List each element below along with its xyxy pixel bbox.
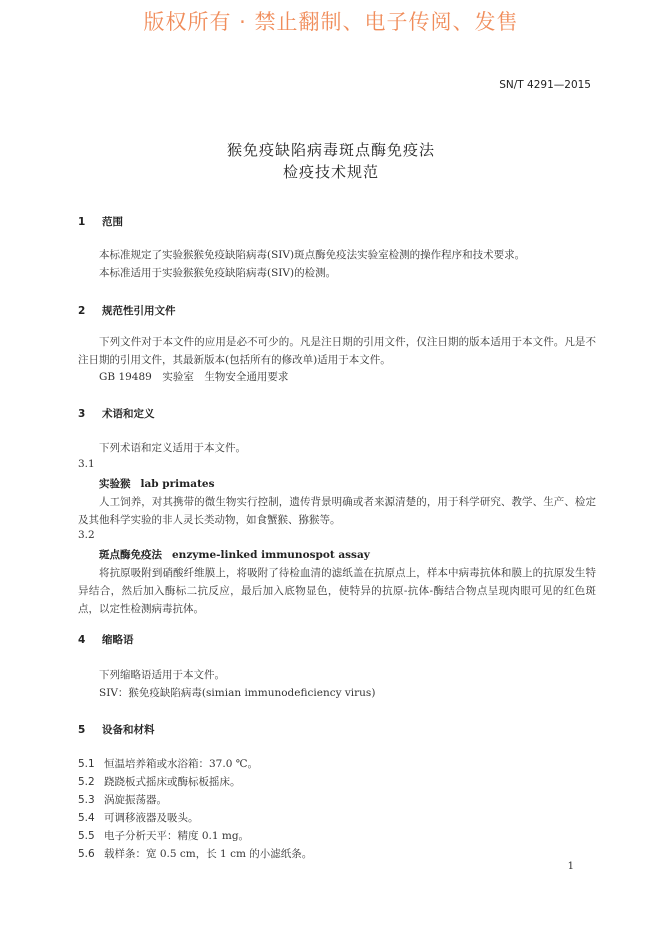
section-title: 范围 xyxy=(102,216,123,228)
standard-number: SN/T 4291—2015 xyxy=(499,79,591,91)
item-text: 电子分析天平：精度 0.1 mg。 xyxy=(104,830,250,842)
copyright-watermark: 版权所有 · 禁止翻制、电子传阅、发售 xyxy=(143,10,519,34)
term-definition: 人工饲养，对其携带的微生物实行控制，遗传背景明确或者来源清楚的，用于科学研究、教学、生产、检定及其他科学实验的非人灵长类动物，如食蟹猴、猕猴等。 xyxy=(78,496,596,526)
section-1-heading xyxy=(78,214,123,229)
section-2-heading xyxy=(78,303,176,318)
term-entry xyxy=(99,547,370,562)
equipment-item xyxy=(78,774,241,789)
item-text: 跷跷板式摇床或酶标板摇床。 xyxy=(104,776,241,788)
page-number: 1 xyxy=(567,861,574,872)
equipment-item xyxy=(78,792,167,807)
item-number: 5.6 xyxy=(78,848,95,860)
paragraph: 本标准适用于实验猴猴免疫缺陷病毒(SIV)的检测。 xyxy=(99,267,337,279)
term-english: lab primates xyxy=(140,478,215,490)
abbreviation: SIV：猴免疫缺陷病毒(simian immunodeficiency virus) xyxy=(99,687,376,699)
item-number: 5.4 xyxy=(78,812,95,824)
normative-reference: GB 19489 实验室 生物安全通用要求 xyxy=(99,371,289,383)
equipment-item xyxy=(78,828,249,843)
item-text: 载样条：宽 0.5 cm，长 1 cm 的小滤纸条。 xyxy=(104,848,313,860)
item-number: 5.5 xyxy=(78,830,95,842)
item-number: 5.3 xyxy=(78,794,95,806)
term-definition: 将抗原吸附到硝酸纤维膜上，将吸附了待检血清的滤纸盖在抗原点上，样本中病毒抗体和膜上的抗原发生特异结合，然后加入酶标二抗反应，最后加入底物显色，使特异的抗原-抗体-酶结合物点呈现肉眼可见的红色斑点，以定性检测病毒抗体。 xyxy=(78,567,596,615)
equipment-item xyxy=(78,756,258,771)
item-text: 恒温培养箱或水浴箱：37.0 ℃。 xyxy=(104,758,258,770)
section-title: 设备和材料 xyxy=(102,724,155,736)
equipment-item xyxy=(78,810,199,825)
section-title: 术语和定义 xyxy=(102,408,155,420)
section-number: 3 xyxy=(78,408,86,420)
document-title-line1: 猴免疫缺陷病毒斑点酶免疫法 xyxy=(226,141,435,159)
section-5-heading xyxy=(78,722,155,737)
section-3-heading xyxy=(78,406,155,421)
section-title: 缩略语 xyxy=(102,634,134,646)
paragraph: 下列缩略语适用于本文件。 xyxy=(99,669,225,681)
term-chinese: 斑点酶免疫法 xyxy=(99,549,162,561)
item-number: 5.1 xyxy=(78,758,95,770)
section-4-heading xyxy=(78,632,134,647)
item-number: 5.2 xyxy=(78,776,95,788)
term-english: enzyme-linked immunospot assay xyxy=(172,549,370,561)
document-title-line2: 检疫技术规范 xyxy=(282,163,379,181)
paragraph: 下列术语和定义适用于本文件。 xyxy=(99,442,246,454)
item-text: 可调移液器及吸头。 xyxy=(104,812,199,824)
term-entry xyxy=(99,476,215,491)
section-title: 规范性引用文件 xyxy=(102,305,176,317)
term-number: 3.1 xyxy=(78,458,95,470)
section-number: 1 xyxy=(78,216,86,228)
paragraph: 本标准规定了实验猴猴免疫缺陷病毒(SIV)斑点酶免疫法实验室检测的操作程序和技术要求。 xyxy=(99,249,526,261)
section-number: 5 xyxy=(78,724,86,736)
section-number: 2 xyxy=(78,305,86,317)
term-chinese: 实验猴 xyxy=(99,478,131,490)
section-number: 4 xyxy=(78,634,86,646)
term-number: 3.2 xyxy=(78,529,95,541)
item-text: 涡旋振荡器。 xyxy=(104,794,167,806)
equipment-item xyxy=(78,846,312,861)
paragraph: 下列文件对于本文件的应用是必不可少的。凡是注日期的引用文件，仅注日期的版本适用于本文件。凡是不注日期的引用文件，其最新版本(包括所有的修改单)适用于本文件。 xyxy=(78,336,596,366)
